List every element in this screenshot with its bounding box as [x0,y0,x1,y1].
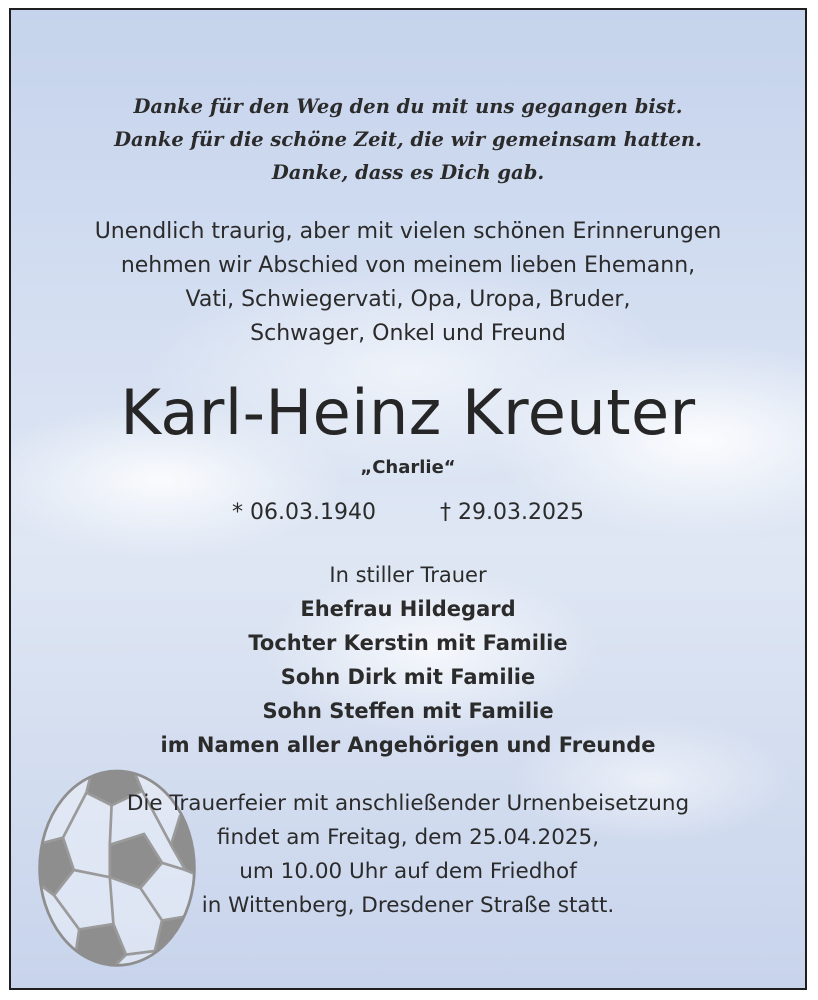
deceased-nickname: „Charlie“ [360,457,456,478]
verse-line: Danke, dass es Dich gab. [271,161,545,184]
obituary-card [9,8,807,990]
family-member: Tochter Kerstin mit Familie [248,631,568,655]
funeral-line: Die Trauerfeier mit anschließender Urnenbeisetzung [126,791,690,816]
intro-line: Unendlich traurig, aber mit vielen schönen Erinnerungen [94,219,722,244]
life-dates [11,500,805,525]
intro-line: nehmen wir Abschied von meinem lieben Ehemann, [120,253,696,278]
death-date: † 29.03.2025 [440,500,584,525]
intro-line: Schwager, Onkel und Freund [250,321,566,346]
verse-line: Danke für die schöne Zeit, die wir gemeinsam hatten. [114,128,702,151]
family-member: Ehefrau Hildegard [300,597,516,621]
deceased-name: Karl-Heinz Kreuter [120,376,696,449]
family-member: Sohn Steffen mit Familie [262,699,554,723]
funeral-line: findet am Freitag, dem 25.04.2025, [216,825,600,850]
intro-block [11,215,805,351]
verse-line: Danke für den Weg den du mit uns gegangen bist. [133,95,683,118]
intro-line: Vati, Schwiegervati, Opa, Uropa, Bruder, [185,287,631,312]
funeral-line: um 10.00 Uhr auf dem Friedhof [239,859,577,884]
family-member: Sohn Dirk mit Familie [280,665,536,689]
funeral-info [11,787,805,923]
family-member: im Namen aller Angehörigen und Freunde [160,733,656,757]
birth-date: * 06.03.1940 [232,500,376,525]
mourning-intro: In stiller Trauer [329,563,487,587]
verse-block [11,90,805,189]
funeral-line: in Wittenberg, Dresdener Straße statt. [201,893,615,918]
family-list [11,592,805,762]
